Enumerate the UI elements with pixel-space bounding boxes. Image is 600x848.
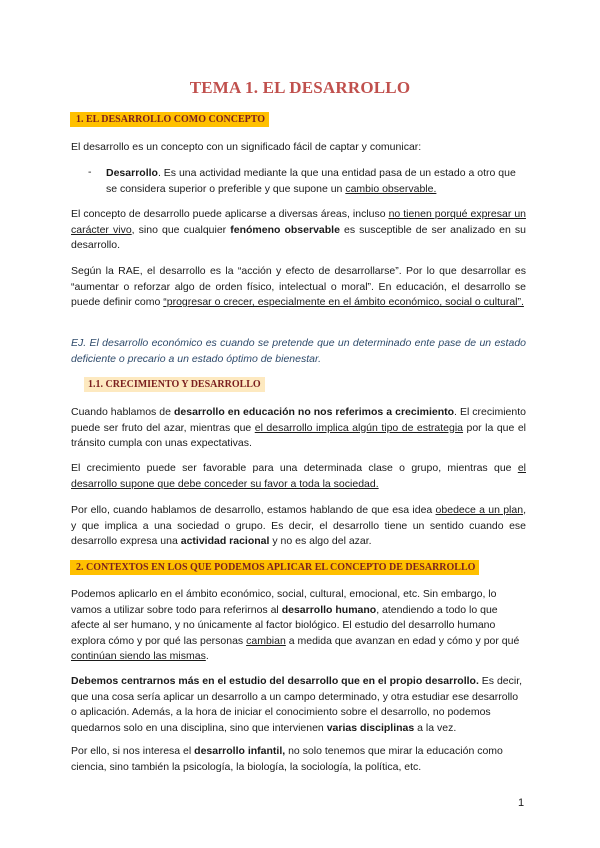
paragraph-rae: Según la RAE, el desarrollo es la “acción y efecto de desarrollarse”. Por lo que desarrollar es “aumentar o reforzar algo de orden físico, intelectual o moral”. En educación, el desarrollo se puede definir como “progresar o crecer, especialmente en el ámbito económico, social o cultural”. (71, 265, 526, 308)
section-heading-1: 1. EL DESARROLLO COMO CONCEPTO (70, 112, 269, 127)
bullet-marker: - (88, 166, 92, 178)
paragraph-areas: El concepto de desarrollo puede aplicarse a diversas áreas, incluso no tienen porqué expresar un carácter vivo, sino que cualquier fenómeno observable es susceptible de ser analizado en su desarrollo. (71, 208, 527, 251)
paragraph-estudio: Debemos centrarnos más en el estudio del desarrollo que en el propio desarrollo. Es decir, que una cosa sería aplicar un desarrollo a un campo determinado, y otra estudiar ese desarrollo o aplicación. Además, a la hora de iniciar el conocimiento sobre el desarrollo, no podemos quedarnos solo en una disciplina, sino que intervienen varias disciplinas a la vez. (71, 675, 523, 734)
example-paragraph: EJ. El desarrollo económico es cuando se pretende que un determinado ente pase de un estado deficiente o precario a un estado óptimo de bienestar. (71, 337, 526, 365)
section-heading-2: 2. CONTEXTOS EN LOS QUE PODEMOS APLICAR EL CONCEPTO DE DESARROLLO (70, 560, 479, 575)
document-title: TEMA 1. EL DESARROLLO (189, 78, 411, 97)
bold-term: Desarrollo (106, 167, 158, 179)
paragraph-favorable: El crecimiento puede ser favorable para una determinada clase o grupo, mientras que el desarrollo supone que debe conceder su favor a toda la sociedad. (71, 462, 526, 490)
underlined-text: cambio observable. (345, 182, 437, 195)
paragraph-intro: El desarrollo es un concepto con un significado fácil de captar y comunicar: (71, 141, 422, 153)
paragraph-infantil: Por ello, si nos interesa el desarrollo infantil, no solo tenemos que mirar la educación como ciencia, sino también la psicología, la biología, la sociología, la política, etc. (71, 745, 503, 773)
subsection-heading-1-1: 1.1. CRECIMIENTO Y DESARROLLO (84, 377, 265, 392)
paragraph-contextos: Podemos aplicarlo en el ámbito económico, social, cultural, emocional, etc. Sin embargo, lo vamos a utilizar sobre todo para referirnos al desarrollo humano, atendiendo a todo lo que afecte al ser humano, y no únicamente al factor biológico. El estudio del desarrollo humano explora cómo y por qué las personas cambian a medida que avanzan en edad y cómo y por qué continúan siendo las mismas. (71, 588, 520, 662)
page-number: 1 (518, 797, 525, 809)
bullet-desarrollo: Desarrollo. Es una actividad mediante la que una entidad pasa de un estado a otro que se considera superior o preferible y que supone un cambio observable. (106, 167, 516, 195)
paragraph-crecimiento: Cuando hablamos de desarrollo en educación no nos referimos a crecimiento. El crecimiento puede ser fruto del azar, mientras que el desarrollo implica algún tipo de estrategia por la que el tránsito cumpla con unas expectativas. (71, 406, 526, 449)
paragraph-plan: Por ello, cuando hablamos de desarrollo, estamos hablando de que esa idea obedece a un plan, y que implica a una sociedad o grupo. Es decir, el desarrollo tiene un sentido cuando ese desarrollo expresa una actividad racional y no es algo del azar. (71, 504, 526, 547)
